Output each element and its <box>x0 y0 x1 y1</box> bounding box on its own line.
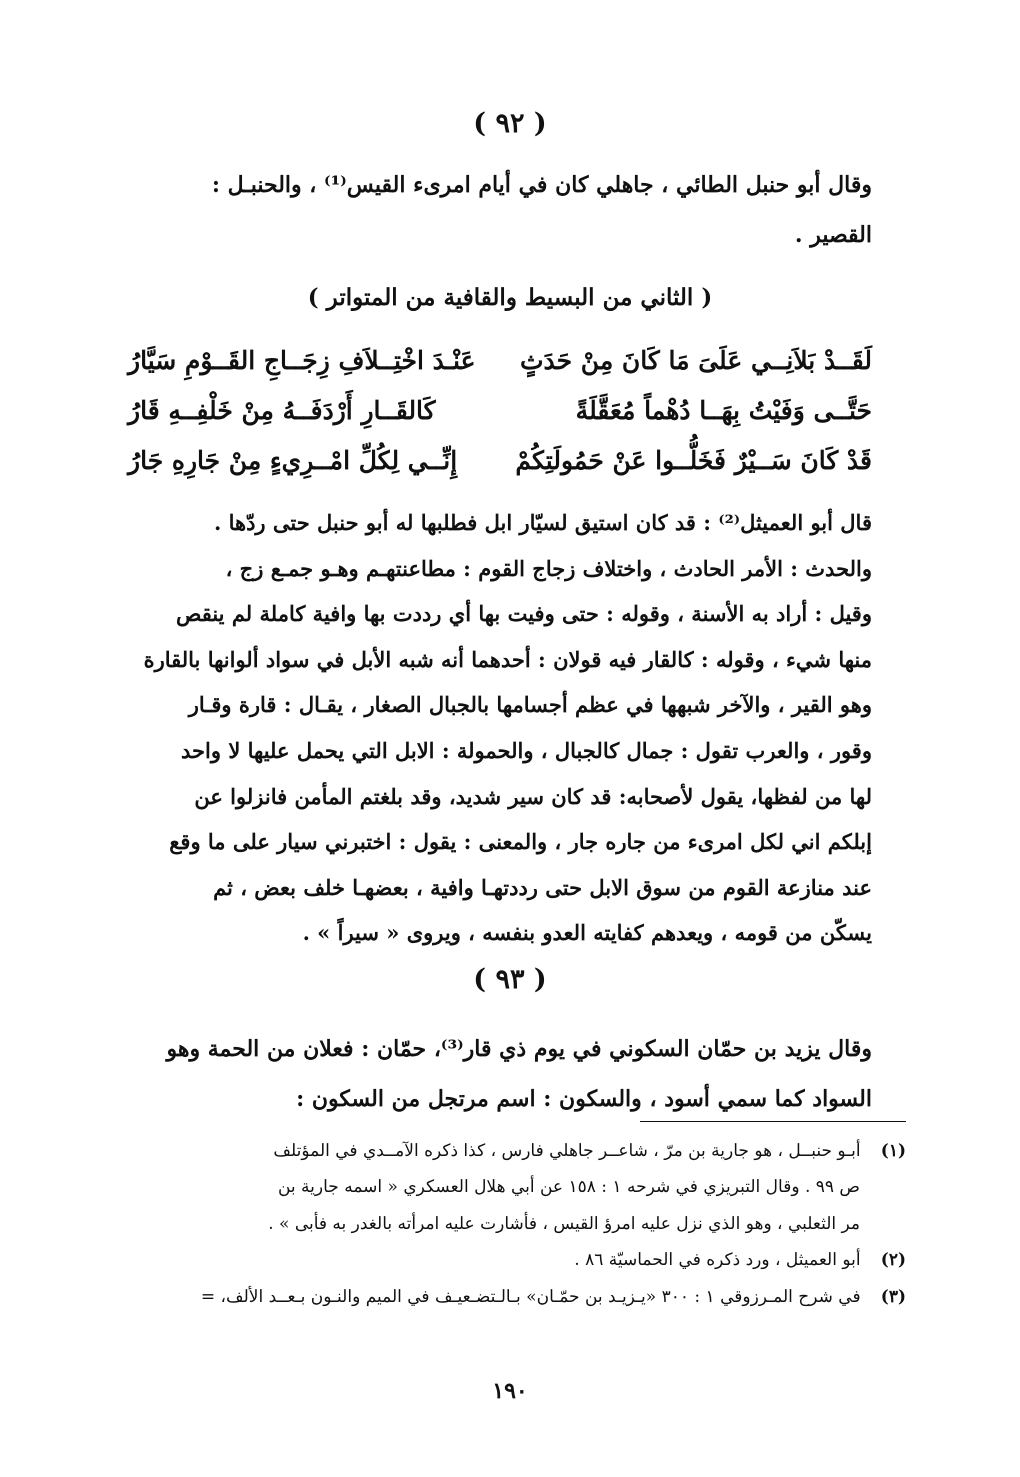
section-number-92: ( ٩٢ ) <box>473 108 547 139</box>
verse-second-hemistich: إِنِّــي لِكُلِّ امْــرِيءٍ مِنْ جَارِهِ جَارُ <box>128 446 458 475</box>
intro-line: وقال أبو حنبل الطائي ، جاهلي كان في أيام امرىء القيس⁽¹⁾ ، والحنبـل : <box>211 172 872 198</box>
section-92-commentary <box>128 500 872 956</box>
footnote-number: (٢) <box>880 1250 906 1271</box>
commentary-line: وقيل : أراد به الأسنة ، وقوله : حتى وفيت بها أي رددت بها وافية كاملة لم ينقص <box>175 601 872 627</box>
footnote-text: أبو العميثل ، ورد ذكره في الحماسيّة ٨٦ . <box>574 1250 861 1271</box>
footnote-divider <box>640 1121 906 1122</box>
verse-first-hemistich: قَدْ كَانَ سَــيْرٌ فَخَلُّــوا عَنْ حَمُولَتِكُمْ <box>515 446 872 475</box>
section-92-intro <box>128 160 872 260</box>
commentary-line: قال أبو العميثل⁽²⁾ : قد كان استيق لسيّار ابل فطلبها له أبو حنبل حتى ردّها . <box>213 510 872 535</box>
commentary-line: يسكّن من قومه ، ويعدهم كفايته العدو بنفسه ، ويروى « سيراً » . <box>302 920 872 946</box>
verse-first-hemistich: حَتَّــى وَفَيْتُ بِهَــا دُهْماً مُعَقَّلَةً <box>575 396 872 425</box>
footnotes <box>128 1133 906 1315</box>
commentary-line: منها شيء ، وقوله : كالقار فيه قولان : أحدهما أنه شبه الأبل في سواد ألوانها بالقارة <box>143 646 872 672</box>
footnote-number: (٣) <box>880 1286 906 1307</box>
verse-row <box>128 386 872 436</box>
section-93-intro <box>128 1024 872 1124</box>
page-number: ١٩٠ <box>492 1378 528 1404</box>
commentary-line: لها من لفظها، يقول لأصحابه: قد كان سير شديد، وقد بلغتم المأمن فانزلوا عن <box>194 783 872 809</box>
verse-first-hemistich: لَقَــدْ بَلاَنِــي عَلَىَ مَا كَانَ مِنْ حَدَثٍ <box>519 346 872 375</box>
verse-second-hemistich: كَالقَــارِ أَرْدَفَــهُ مِنْ خَلْفِــهِ قَارُ <box>128 396 436 425</box>
meter-heading: ( الثاني من البسيط والقافية من المتواتر ) <box>307 284 713 311</box>
commentary-line: عند منازعة القوم من سوق الابل حتى رددتهـا وافية ، بعضهـا خلف بعض ، ثم <box>213 874 872 900</box>
commentary-line: إبلكم اني لكل امرىء من جاره جار ، والمعنى : يقول : اختبرني سيار على ما وقع <box>169 829 872 855</box>
intro-line: وقال يزيد بن حمّان السكوني في يوم ذي قار⁽³⁾، حمّان : فعلان من الحمة وهو <box>166 1036 872 1062</box>
footnote-continuation: ص ٩٩ . وقال التبريزي في شرحه ١ : ١٥٨ عن أبي هلال العسكري « اسمه جارية بن <box>277 1177 860 1198</box>
footnote-1 <box>128 1133 906 1169</box>
footnote-number: (١) <box>880 1141 906 1161</box>
verse-row <box>128 336 872 386</box>
commentary-line: وهو القير ، والآخر شبهها في عظم أجسامها بالجبال الصغار ، يقـال : قارة وقـار <box>188 692 872 718</box>
intro-line: السواد كما سمي أسود ، والسكون : اسم مرتجل من السكون : <box>296 1086 872 1112</box>
footnote-text: أبـو حنبــل ، هو جارية بن مرّ ، شاعــر جاهلي فارس ، كذا ذكره الآمــدي في المؤتلف <box>273 1141 861 1161</box>
commentary-line: والحدث : الأمر الحادث ، واختلاف زجاج القوم : مطاعنتهـم وهـو جمـع زج ، <box>225 555 872 581</box>
verse-row <box>128 436 872 486</box>
footnote-3 <box>128 1279 906 1315</box>
commentary-line: وقور ، والعرب تقول : جمال كالجبال ، والحمولة : الابل التي يحمل عليها لا واحد <box>181 737 872 763</box>
footnote-continuation: مر الثعلبي ، وهو الذي نزل عليه امرؤ القيس ، فأشارت عليه امرأته بالغدر به فأبى » . <box>268 1213 860 1234</box>
section-number-93: ( ٩٣ ) <box>473 964 547 995</box>
verse-second-hemistich: عَنْـدَ اخْتِــلاَفِ زِجَــاجِ القَــوْمِ سَيَّارُ <box>128 346 476 375</box>
footnote-2 <box>128 1242 906 1278</box>
intro-line: القصير . <box>794 222 872 248</box>
footnote-text: في شرح المـرزوقي ١ : ٣٠٠ «يـزيـد بن حمّـان» بـالـتضـعيـف في الميم والنـون بـعــد الألف، = <box>200 1286 861 1307</box>
